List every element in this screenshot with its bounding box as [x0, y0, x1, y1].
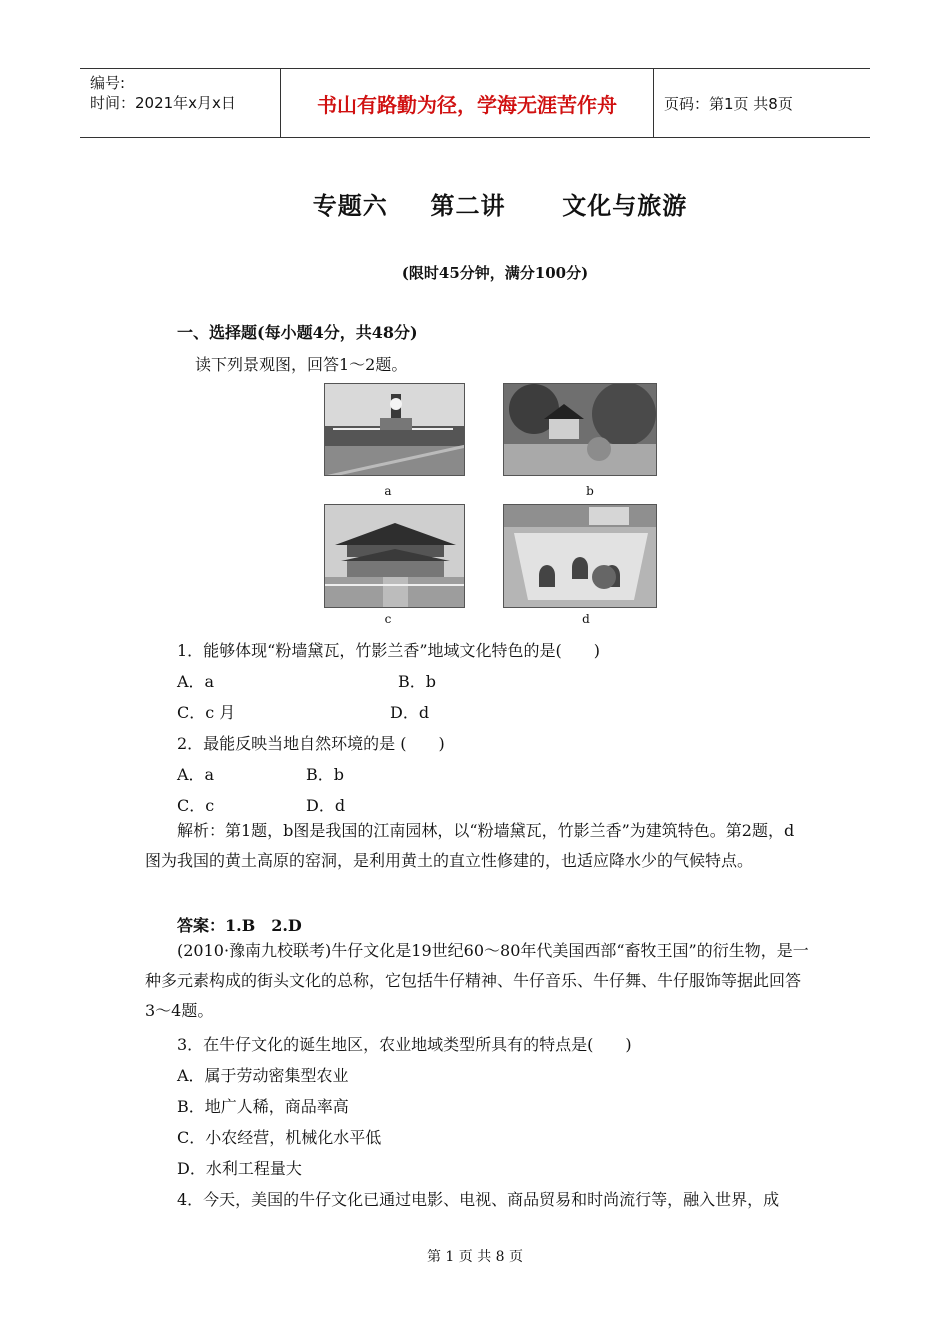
caption-a: a	[384, 484, 392, 498]
page-title	[0, 186, 950, 221]
photo-a-modern-building	[324, 383, 465, 476]
title-part-name: 文化与旅游	[562, 191, 688, 220]
header-meta-cell	[80, 69, 281, 137]
q2-option-a: A．a	[177, 765, 215, 784]
q1-option-b: B．b	[398, 672, 437, 691]
q4-stem: 4．今天，美国的牛仔文化已通过电影、电视、商品贸易和时尚流行等，融入世界，成	[177, 1190, 780, 1209]
figure-intro: 读下列景观图，回答1～2题。	[195, 355, 408, 374]
q1-option-a: A．a	[177, 672, 215, 691]
title-part-lecture: 第二讲	[430, 191, 506, 220]
answer-line: 答案：1.B 2.D	[177, 916, 302, 935]
q3-option-c: C．小农经营，机械化水平低	[177, 1128, 382, 1147]
q2-option-d: D．d	[306, 796, 346, 815]
q3-stem: 3．在牛仔文化的诞生地区，农业地域类型所具有的特点是( )	[177, 1035, 632, 1054]
number-label: 编号:	[90, 74, 126, 92]
q3-option-d: D．水利工程量大	[177, 1159, 302, 1178]
q1-option-d: D．d	[390, 703, 430, 722]
q1-stem: 1．能够体现“粉墙黛瓦，竹影兰香”地域文化特色的是( )	[177, 641, 601, 660]
q1-option-c: C．c 月	[177, 703, 236, 722]
page-subtitle: (限时45分钟，满分100分)	[401, 264, 589, 282]
analysis-paragraph: 解析：第1题，b图是我国的江南园林，以“粉墙黛瓦，竹影兰香”为建筑特色。第2题，d图为我国的黄土高原的窑洞，是利用黄土的直立性修建的，也适应降水少的气候特点。	[145, 821, 795, 870]
q2-stem: 2．最能反映当地自然环境的是 ( )	[177, 734, 445, 753]
time-label: 时间：2021年x月x日	[90, 94, 236, 112]
q2-option-b: B．b	[306, 765, 345, 784]
photo-d-cave-dwelling	[503, 504, 657, 608]
document-header	[80, 68, 870, 138]
q2-option-c: C．c	[177, 796, 215, 815]
q3-option-b: B．地广人稀，商品率高	[177, 1097, 349, 1116]
caption-d: d	[582, 612, 590, 626]
page-info: 页码：第1页 共8页	[664, 94, 793, 113]
cowboy-passage: (2010·豫南九校联考)牛仔文化是19世纪60～80年代美国西部“畜牧王国”的衍生物，是一种多元素构成的街头文化的总称，它包括牛仔精神、牛仔音乐、牛仔舞、牛仔服饰等据此回答3～4题。	[145, 941, 809, 1020]
title-part-topic: 专题六	[312, 191, 388, 220]
caption-c: c	[384, 612, 392, 626]
caption-b: b	[586, 484, 594, 498]
motto: 书山有路勤为径，学海无涯苦作舟	[281, 69, 654, 137]
q3-option-a: A．属于劳动密集型农业	[177, 1066, 349, 1085]
photo-c-palace	[324, 504, 465, 608]
photo-b-jiangnan-garden	[503, 383, 657, 476]
section-heading: 一、选择题(每小题4分，共48分)	[177, 323, 418, 342]
page-footer: 第 1 页 共 8 页	[426, 1249, 524, 1265]
